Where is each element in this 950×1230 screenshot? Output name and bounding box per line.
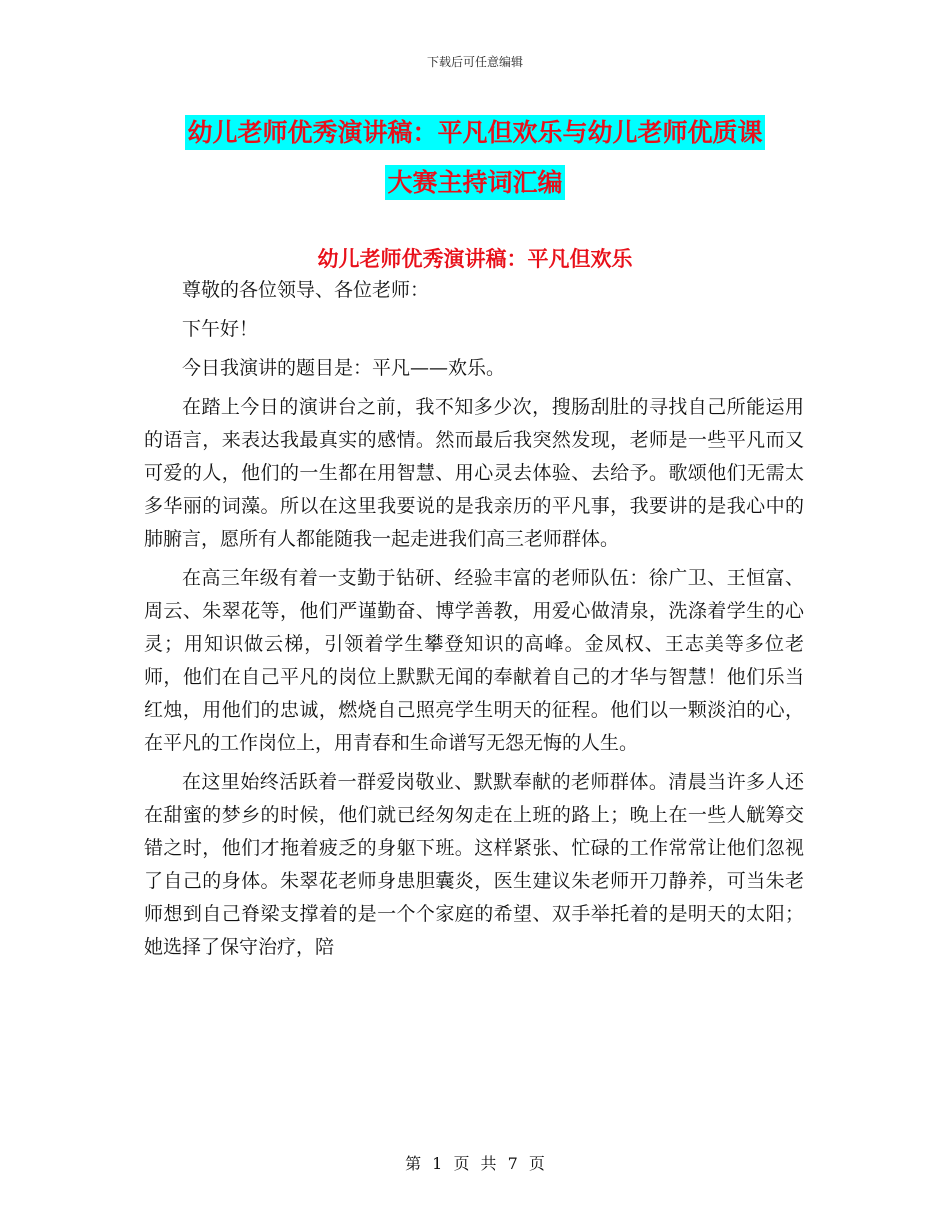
paragraph-body: 在踏上今日的演讲台之前，我不知多少次，搜肠刮肚的寻找自己所能运用的语言，来表达我最真实的感情。然而最后我突然发现，老师是一些平凡而又可爱的人，他们的一生都在用智慧、用心灵去体验、去给予。歌颂他们无需太多华丽的词藻。所以在这里我要说的是我亲历的平凡事，我要讲的是我心中的肺腑言，愿所有人都能随我一起走进我们高三老师群体。 [144,396,804,550]
document-title-line-2: 大赛主持词汇编 [385,165,564,200]
paragraph-greeting: 下午好！ [182,318,259,340]
paragraph-body: 在这里始终活跃着一群爱岗敬业、默默奉献的老师群体。清晨当许多人还在甜蜜的梦乡的时候，他们就已经匆匆走在上班的路上；晚上在一些人觥筹交错之时，他们才拖着疲乏的身躯下班。这样紧张、忙碌的工作常常让他们忽视了自己的身体。朱翠花老师身患胆囊炎，医生建议朱老师开刀静养，可当朱老师想到自己脊梁支撑着的是一个个家庭的希望、双手举托着的是明天的太阳；她选择了保守治疗，陪 [144,771,804,958]
document-title [0,108,950,208]
document-title-line-1: 幼儿老师优秀演讲稿：平凡但欢乐与幼儿老师优质课 [185,115,764,150]
document-body [144,274,804,964]
page-header-note: 下载后可任意编辑 [426,55,523,69]
page-number: 第 1 页 共 7 页 [405,1154,545,1173]
paragraph-salutation: 尊敬的各位领导、各位老师： [182,279,430,301]
section-title: 幼儿老师优秀演讲稿：平凡但欢乐 [317,247,633,271]
paragraph-body: 在高三年级有着一支勤于钻研、经验丰富的老师队伍：徐广卫、王恒富、周云、朱翠花等，他们严谨勤奋、博学善教，用爱心做清泉，洗涤着学生的心灵；用知识做云梯，引领着学生攀登知识的高峰。金凤权、王志美等多位老师，他们在自己平凡的岗位上默默无闻的奉献着自己的才华与智慧！他们乐当红烛，用他们的忠诚，燃烧自己照亮学生明天的征程。他们以一颗淡泊的心，在平凡的工作岗位上，用青春和生命谱写无怨无悔的人生。 [144,567,804,754]
paragraph-topic: 今日我演讲的题目是：平凡——欢乐。 [182,357,506,379]
